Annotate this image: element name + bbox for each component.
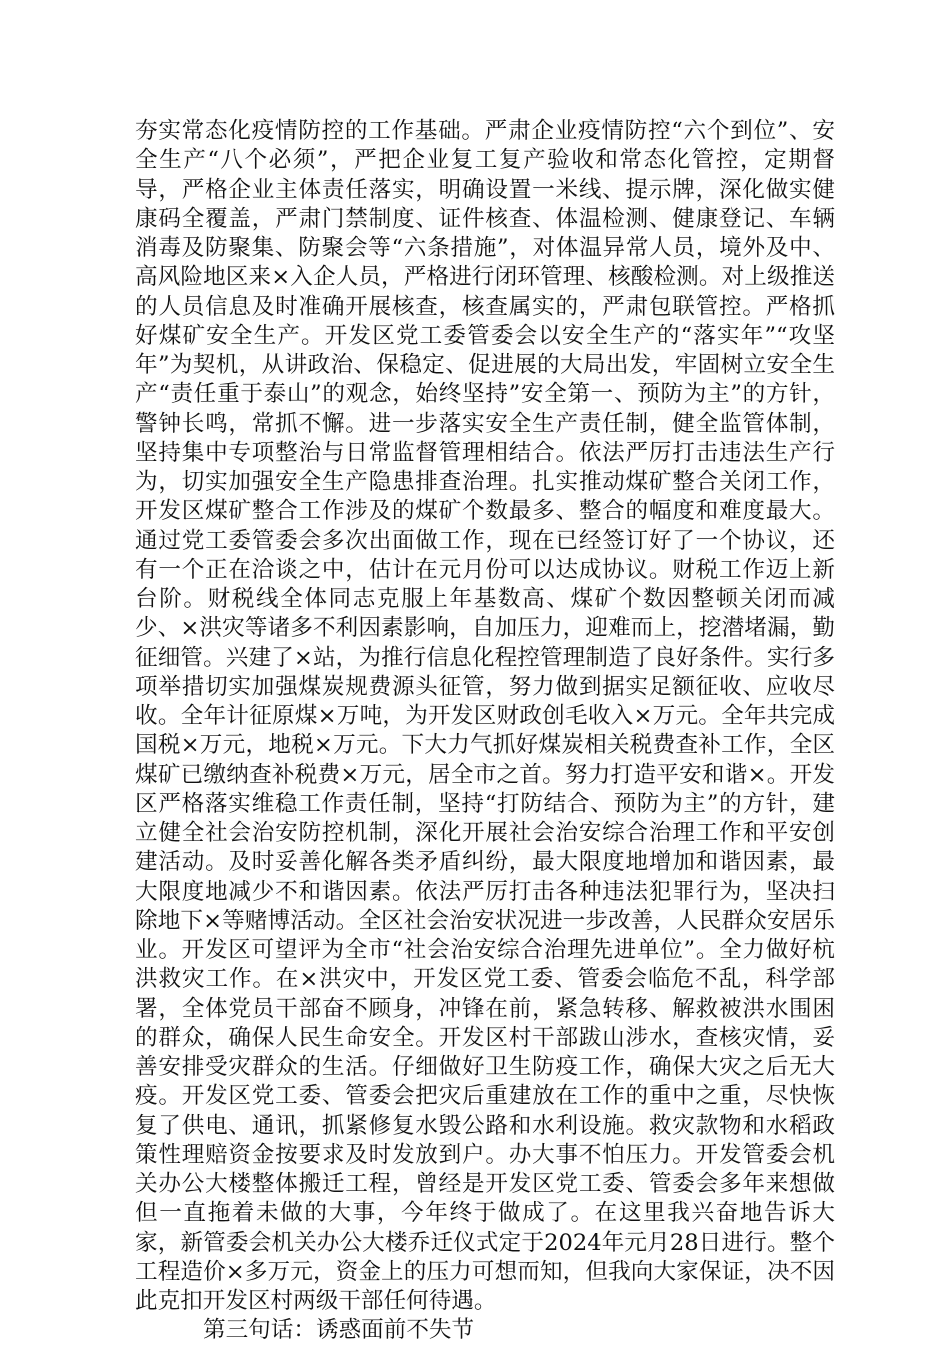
section-heading: 第三句话：诱惑面前不失节	[203, 1317, 475, 1344]
document-body	[135, 117, 835, 1346]
body-paragraph: 夯实常态化疫情防控的工作基础。严肃企业疫情防控“六个到位”、安全生产“八个必须”，严把企业复工复产验收和常态化管控，定期督导，严格企业主体责任落实，明确设置一米线、提示牌，深化做实健康码全覆盖，严肃门禁制度、证件核查、体温检测、健康登记、车辆消毒及防聚集、防聚会等“六条措施”，对体温异常人员，境外及中、高风险地区来×入企人员，严格进行闭环管理、核酸检测。对上级推送的人员信息及时准确开展核查，核查属实的，严肃包联管控。严格抓好煤矿安全生产。开发区党工委管委会以安全生产的“落实年”“攻坚年”为契机，从讲政治、保稳定、促进展的大局出发，牢固树立安全生产“责任重于泰山”的观念，始终坚持”安全第一、预防为主”的方针，警钟长鸣，常抓不懈。进一步落实安全生产责任制，健全监管体制，坚持集中专项整治与日常监督管理相结合。依法严厉打击违法生产行为，切实加强安全生产隐患排查治理。扎实推动煤矿整合关闭工作，开发区煤矿整合工作涉及的煤矿个数最多、整合的幅度和难度最大。通过党工委管委会多次出面做工作，现在已经签订好了一个协议，还有一个正在洽谈之中，估计在元月份可以达成协议。财税工作迈上新台阶。财税线全体同志克服上年基数高、煤矿个数因整顿关闭而减少、×洪灾等诸多不利因素影响，自加压力，迎难而上，挖潜堵漏，勤征细管。兴建了×站，为推行信息化程控管理制造了良好条件。实行多项举措切实加强煤炭规费源头征管，努力做到据实足额征收、应收尽收。全年计征原煤×万吨，为开发区财政创毛收入×万元。全年共完成国税×万元，地税×万元。下大力气抓好煤炭相关税费查补工作，全区煤矿已缴纳查补税费×万元，居全市之首。努力打造平安和谐×。开发区严格落实维稳工作责任制，坚持“打防结合、预防为主”的方针，建立健全社会治安防控机制，深化开展社会治安综合治理工作和平安创建活动。及时妥善化解各类矛盾纠纷，最大限度地增加和谐因素，最大限度地减少不和谐因素。依法严厉打击各种违法犯罪行为，坚决扫除地下×等赌博活动。全区社会治安状况进一步改善，人民群众安居乐业。开发区可望评为全市“社会治安综合治理先进单位”。全力做好杭洪救灾工作。在×洪灾中，开发区党工委、管委会临危不乱，科学部署，全体党员干部奋不顾身，冲锋在前，紧急转移、解救被洪水围困的群众，确保人民生命安全。开发区村干部跋山涉水，查核灾情，妥善安排受灾群众的生活。仔细做好卫生防疫工作，确保大灾之后无大疫。开发区党工委、管委会把灾后重建放在工作的重中之重，尽快恢复了供电、通讯，抓紧修复水毁公路和水利设施。救灾款物和水稻政策性理赔资金按要求及时发放到户。办大事不怕压力。开发管委会机关办公大楼整体搬迁工程，曾经是开发区党工委、管委会多年来想做但一直拖着未做的大事，今年终于做成了。在这里我兴奋地告诉大家，新管委会机关办公大楼乔迁仪式定于2024年元月28日进行。整个工程造价×多万元，资金上的压力可想而知，但我向大家保证，决不因此克扣开发区村两级干部任何待遇。	[135, 118, 835, 1314]
